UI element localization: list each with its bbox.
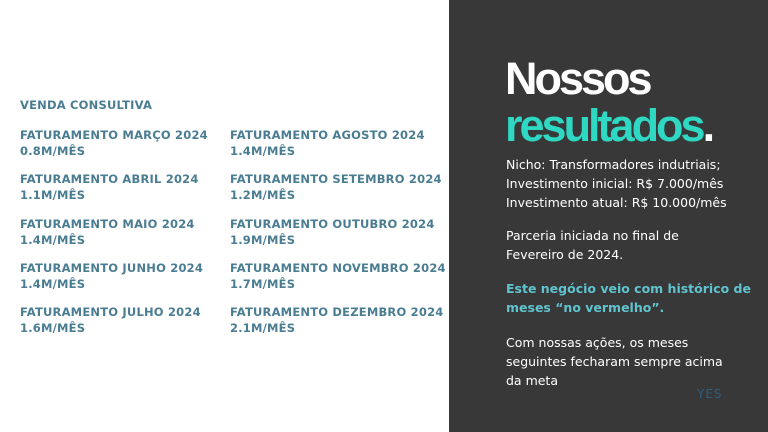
revenue-entry-march — [20, 127, 208, 159]
revenue-entry-value: 1.4M/MÊS — [20, 277, 86, 291]
revenue-entry-title: FATURAMENTO NOVEMBRO 2024 — [230, 261, 446, 275]
revenue-entry-title: FATURAMENTO SETEMBRO 2024 — [230, 172, 442, 186]
revenue-entry-value: 2.1M/MÊS — [230, 321, 296, 335]
revenue-entry-june — [20, 260, 203, 292]
revenue-entry-october — [230, 216, 435, 248]
revenue-entry-value: 1.9M/MÊS — [230, 233, 296, 247]
heading-dot: . — [702, 100, 713, 151]
revenue-entry-title: FATURAMENTO DEZEMBRO 2024 — [230, 305, 444, 319]
acoes-line: da meta — [506, 373, 558, 388]
revenue-entry-value: 1.4M/MÊS — [230, 144, 296, 158]
highlight-line: meses “no vermelho”. — [506, 300, 665, 315]
revenue-entry-may — [20, 216, 195, 248]
revenue-entry-july — [20, 304, 201, 336]
parceria-block — [506, 226, 679, 264]
acoes-line: seguintes fecharam sempre acima — [506, 354, 723, 369]
parceria-line: Fevereiro de 2024. — [506, 247, 624, 262]
heading-line-1: Nossos — [505, 53, 650, 104]
yes-logo: YES — [697, 387, 723, 401]
revenue-entry-title: FATURAMENTO MARÇO 2024 — [20, 128, 208, 142]
revenue-entry-value: 1.4M/MÊS — [20, 233, 86, 247]
revenue-entry-value: 1.2M/MÊS — [230, 188, 296, 202]
revenue-entry-december — [230, 304, 443, 336]
revenue-entry-title: FATURAMENTO ABRIL 2024 — [20, 172, 199, 186]
revenue-entry-value: 0.8M/MÊS — [20, 144, 86, 158]
revenue-entry-november — [230, 260, 446, 292]
revenue-entry-april — [20, 171, 199, 203]
revenue-entry-title: FATURAMENTO MAIO 2024 — [20, 217, 195, 231]
heading-word: resultados — [505, 100, 703, 151]
revenue-entry-title: FATURAMENTO JULHO 2024 — [20, 305, 201, 319]
nicho-block — [506, 155, 727, 212]
revenue-entry-title: FATURAMENTO OUTUBRO 2024 — [230, 217, 435, 231]
section-label: VENDA CONSULTIVA — [20, 98, 153, 112]
investimento-inicial-line: Investimento inicial: R$ 7.000/mês — [506, 176, 724, 191]
heading-line-2 — [505, 101, 712, 151]
parceria-line: Parceria iniciada no final de — [506, 228, 679, 243]
revenue-entry-value: 1.1M/MÊS — [20, 188, 86, 202]
highlight-line: Este negócio veio com histórico de — [506, 281, 751, 296]
revenue-entry-title: FATURAMENTO AGOSTO 2024 — [230, 128, 425, 142]
highlight-block — [506, 279, 751, 317]
acoes-line: Com nossas ações, os meses — [506, 335, 689, 350]
revenue-entry-title: FATURAMENTO JUNHO 2024 — [20, 261, 204, 275]
nicho-line: Nicho: Transformadores indutriais; — [506, 157, 721, 172]
revenue-entry-value: 1.6M/MÊS — [20, 321, 86, 335]
investimento-atual-line: Investimento atual: R$ 10.000/mês — [506, 195, 727, 210]
revenue-entry-value: 1.7M/MÊS — [230, 277, 296, 291]
acoes-block — [506, 333, 723, 390]
revenue-entry-september — [230, 171, 442, 203]
revenue-entry-august — [230, 127, 425, 159]
